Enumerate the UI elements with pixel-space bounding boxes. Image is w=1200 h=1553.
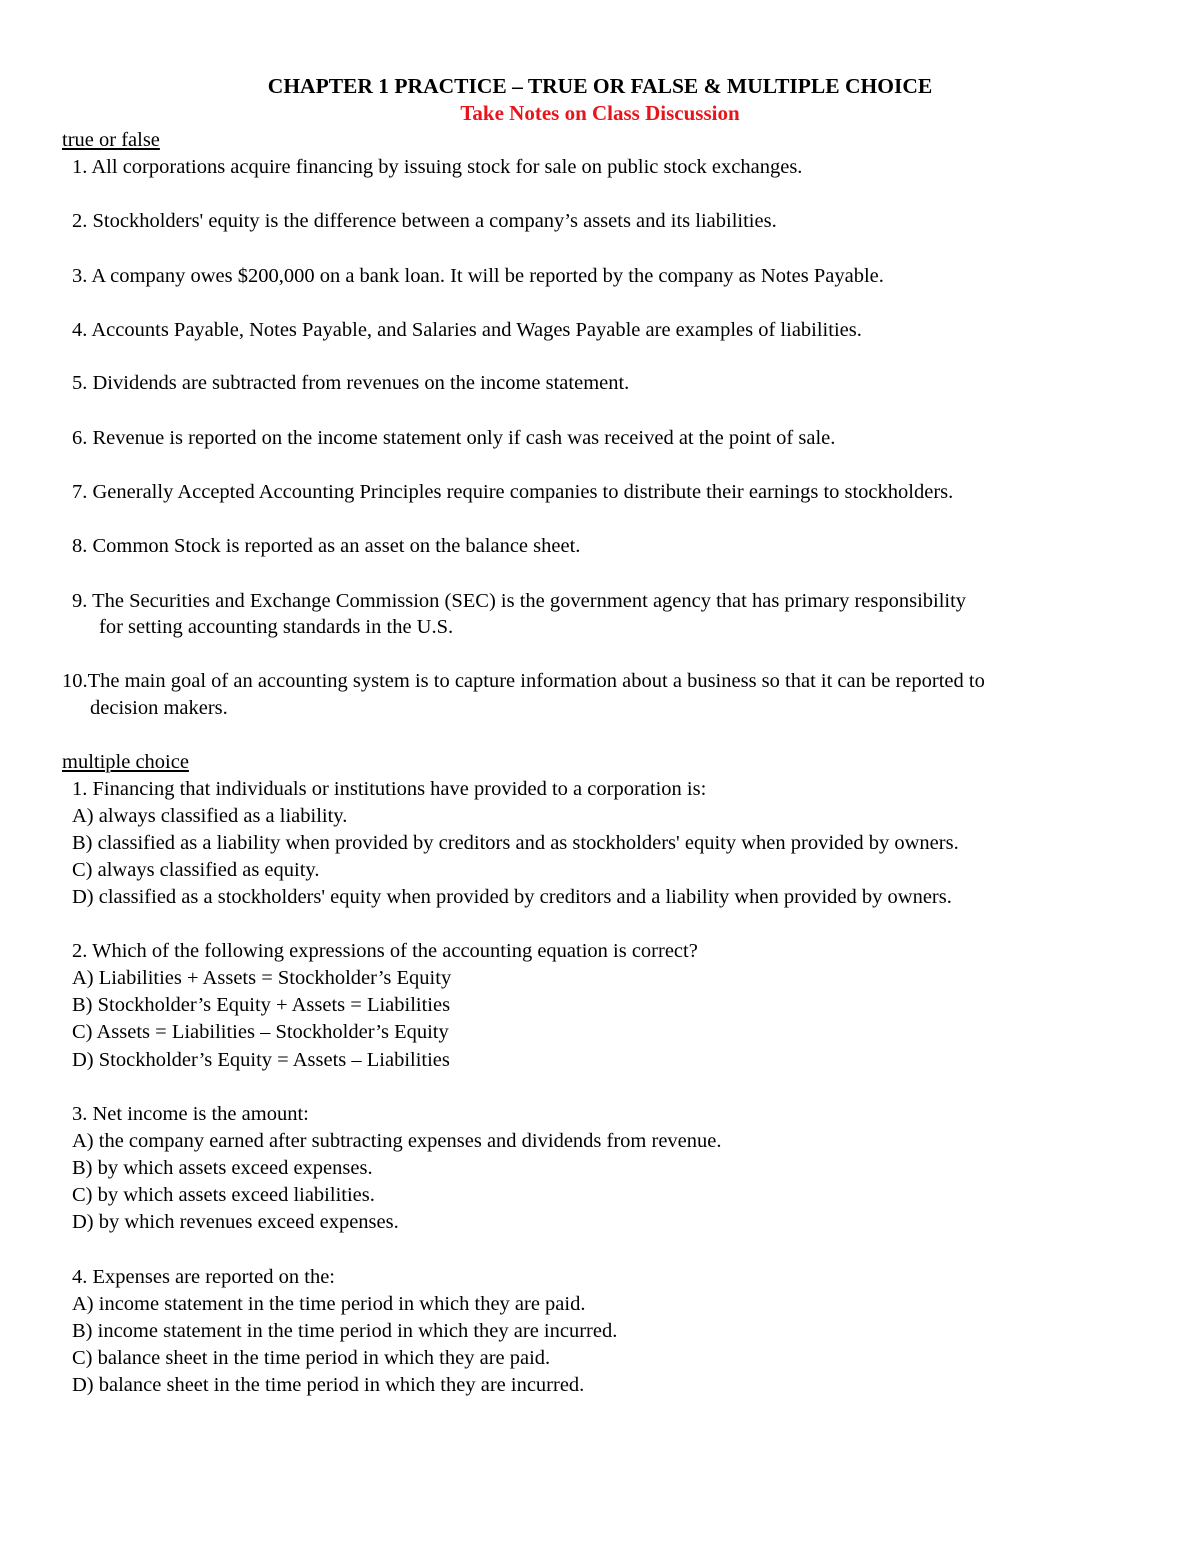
tf-item-text: A company owes $200,000 on a bank loan. It will be reported by the company as Notes Payable. — [91, 265, 884, 287]
mc-option: B) classified as a liability when provided by creditors and as stockholders' equity when provided by owners. — [72, 832, 959, 854]
mc-question-1: 1. Financing that individuals or institutions have provided to a corporation is: — [72, 778, 707, 800]
mc-option: A) the company earned after subtracting expenses and dividends from revenue. — [72, 1130, 722, 1152]
tf-item-number: 9. — [72, 590, 88, 612]
tf-item-text: Common Stock is reported as an asset on the balance sheet. — [92, 535, 581, 557]
tf-item-2 — [72, 208, 777, 234]
tf-item-7 — [72, 479, 953, 505]
tf-item-number: 10. — [62, 670, 88, 692]
mc-option: B) Stockholder’s Equity + Assets = Liabilities — [72, 994, 451, 1016]
multiple-choice-section-label: multiple choice — [62, 751, 189, 773]
mc-question-4: 4. Expenses are reported on the: — [72, 1266, 335, 1288]
tf-item-text: Revenue is reported on the income statement only if cash was received at the point of sale. — [92, 427, 836, 449]
tf-item-text: The Securities and Exchange Commission (SEC) is the government agency that has primary responsibility — [92, 590, 967, 612]
tf-item-number: 6. — [72, 427, 88, 449]
mc-option: C) always classified as equity. — [72, 859, 320, 881]
mc-option: C) Assets = Liabilities – Stockholder’s Equity — [72, 1021, 449, 1043]
tf-item-text: Stockholders' equity is the difference between a company’s assets and its liabilities. — [92, 210, 777, 232]
tf-item-10 — [62, 668, 985, 694]
tf-item-4 — [72, 317, 862, 343]
page-title: CHAPTER 1 PRACTICE – TRUE OR FALSE & MULTIPLE CHOICE — [267, 74, 933, 98]
mc-option: D) balance sheet in the time period in which they are incurred. — [72, 1374, 585, 1396]
mc-option: D) Stockholder’s Equity = Assets – Liabilities — [72, 1049, 450, 1071]
tf-item-text: Dividends are subtracted from revenues on the income statement. — [92, 372, 630, 394]
tf-item-8 — [72, 533, 580, 559]
tf-item-number: 5. — [72, 372, 88, 394]
tf-item-number: 3. — [72, 265, 88, 287]
tf-item-number: 8. — [72, 535, 88, 557]
tf-item-number: 7. — [72, 481, 88, 503]
true-false-section-label: true or false — [62, 129, 160, 151]
tf-item-text: Accounts Payable, Notes Payable, and Salaries and Wages Payable are examples of liabilities. — [91, 319, 862, 341]
tf-item-text: Generally Accepted Accounting Principles require companies to distribute their earnings to stockholders. — [92, 481, 954, 503]
mc-option: A) always classified as a liability. — [72, 805, 348, 827]
page-subtitle: Take Notes on Class Discussion — [460, 101, 740, 125]
tf-item-3 — [72, 263, 884, 289]
tf-item-9-continuation: for setting accounting standards in the U.S. — [99, 616, 454, 638]
tf-item-number: 1. — [72, 156, 88, 178]
tf-item-1 — [72, 154, 802, 180]
mc-option: B) income statement in the time period in which they are incurred. — [72, 1320, 618, 1342]
mc-question-2: 2. Which of the following expressions of the accounting equation is correct? — [72, 940, 698, 962]
tf-item-number: 2. — [72, 210, 88, 232]
mc-option: A) income statement in the time period in which they are paid. — [72, 1293, 586, 1315]
tf-item-6 — [72, 425, 835, 451]
mc-option: C) balance sheet in the time period in which they are paid. — [72, 1347, 551, 1369]
mc-option: D) classified as a stockholders' equity when provided by creditors and a liability when provided by owners. — [72, 886, 952, 908]
tf-item-text: The main goal of an accounting system is to capture information about a business so that it can be reported to — [87, 670, 985, 692]
tf-item-10-continuation: decision makers. — [90, 697, 228, 719]
tf-item-5 — [72, 370, 629, 396]
tf-item-9 — [72, 588, 966, 614]
mc-question-3: 3. Net income is the amount: — [72, 1103, 309, 1125]
tf-item-text: All corporations acquire financing by issuing stock for sale on public stock exchanges. — [91, 156, 803, 178]
mc-option: D) by which revenues exceed expenses. — [72, 1211, 399, 1233]
tf-item-number: 4. — [72, 319, 88, 341]
mc-option: A) Liabilities + Assets = Stockholder’s Equity — [72, 967, 452, 989]
mc-option: C) by which assets exceed liabilities. — [72, 1184, 375, 1206]
mc-option: B) by which assets exceed expenses. — [72, 1157, 373, 1179]
